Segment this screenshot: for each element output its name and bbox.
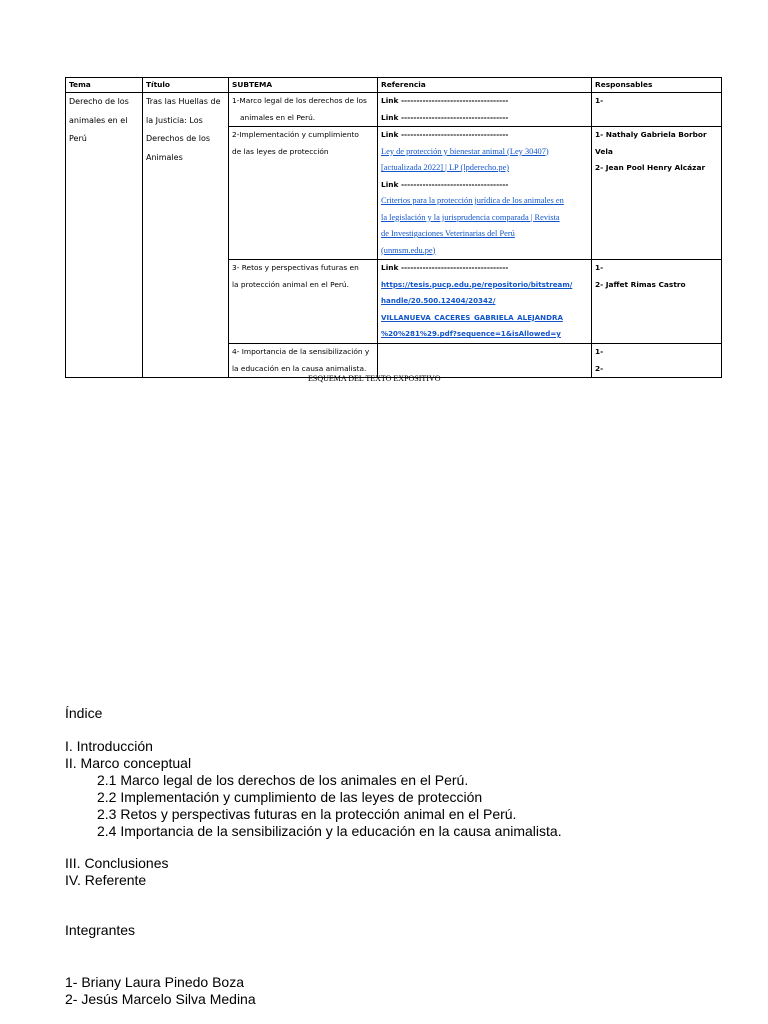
- subtema-line: 4- Importancia de la sensibilización y: [232, 347, 370, 356]
- referencia-cell: [378, 260, 592, 344]
- tema-line: animales en el: [69, 115, 128, 125]
- titulo-line: la Justicia: Los: [146, 115, 203, 125]
- index-item: I. Introducción: [65, 738, 153, 754]
- subtema-cell: [229, 127, 378, 260]
- reference-link[interactable]: Criterios para la protección jurídica de los animales en: [381, 196, 564, 205]
- reference-link[interactable]: https://tesis.pucp.edu.pe/repositorio/bitstream/: [381, 279, 573, 289]
- reference-link[interactable]: Ley de protección y bienestar animal (Ley 30407): [381, 146, 549, 156]
- index-item: II. Marco conceptual: [65, 755, 192, 771]
- tema-line: Derecho de los: [69, 97, 129, 106]
- subtema-line: la educación en la causa animalista.: [232, 363, 367, 373]
- members-title: Integrantes: [65, 922, 136, 938]
- reference-link[interactable]: (unmsm.edu.pe): [381, 245, 436, 255]
- index-subitem: 2.2 Implementación y cumplimiento de las leyes de protección: [97, 789, 483, 805]
- index-item: IV. Referente: [65, 872, 147, 888]
- link-placeholder: Link -----------------------------------: [381, 112, 509, 122]
- index-title: Índice: [65, 705, 103, 721]
- responsables-cell: [592, 127, 722, 260]
- reference-link[interactable]: %20%281%29.pdf?sequence=1&isAllowed=y: [381, 329, 561, 338]
- responsable-line: 1-: [595, 263, 604, 272]
- link-placeholder: Link -----------------------------------: [381, 130, 509, 139]
- header-referencia: Referencia: [378, 78, 592, 93]
- header-responsables: Responsables: [592, 78, 722, 93]
- members-list: [65, 974, 256, 1008]
- responsable-line: 1-: [595, 96, 604, 105]
- table-row: [66, 93, 722, 127]
- subtema-cell: [229, 93, 378, 127]
- subtema-line: 2-Implementación y cumplimiento: [232, 130, 359, 139]
- reference-link[interactable]: la legislación y la jurisprudencia comparada | Revista: [381, 212, 560, 222]
- subtema-line: la protección animal en el Perú.: [232, 279, 349, 289]
- table-caption: ESQUEMA DEL TEXTO EXPOSITIVO: [308, 374, 441, 383]
- schema-table: [65, 77, 722, 378]
- index-list: [65, 738, 562, 889]
- referencia-cell: [378, 127, 592, 260]
- titulo-line: Animales: [146, 152, 183, 162]
- responsable-line: 2- Jean Pool Henry Alcázar: [595, 163, 706, 172]
- index-subitem: 2.1 Marco legal de los derechos de los animales en el Perú.: [97, 772, 469, 788]
- member-item: 2- Jesús Marcelo Silva Medina: [65, 991, 256, 1007]
- link-placeholder: Link -----------------------------------: [381, 263, 509, 272]
- header-titulo: Título: [143, 78, 229, 93]
- link-placeholder: Link -----------------------------------: [381, 179, 509, 189]
- tema-cell: [66, 93, 143, 378]
- subtema-line: 1-Marco legal de los derechos de los: [232, 96, 367, 105]
- member-item: 1- Briany Laura Pinedo Boza: [65, 974, 244, 990]
- referencia-cell: [378, 93, 592, 127]
- titulo-line: Tras las Huellas de: [146, 97, 221, 106]
- index-subitem: 2.3 Retos y perspectivas futuras en la protección animal en el Perú.: [97, 806, 517, 822]
- reference-link[interactable]: handle/20.500.12404/20342/: [381, 296, 496, 305]
- reference-link[interactable]: [actualizada 2022] | LP (lpderecho.pe): [381, 163, 510, 172]
- subtema-line: 3- Retos y perspectivas futuras en: [232, 263, 359, 272]
- link-placeholder: Link -----------------------------------: [381, 96, 509, 105]
- responsable-line: 1-: [595, 347, 604, 356]
- header-subtema: SUBTEMA: [229, 78, 378, 93]
- responsable-line: 1- Nathaly Gabriela Borbor Vela: [595, 130, 707, 156]
- responsables-cell: [592, 93, 722, 127]
- header-tema: Tema: [66, 78, 143, 93]
- tema-line: Perú: [69, 134, 87, 144]
- subtema-cell: [229, 260, 378, 344]
- responsables-cell: [592, 344, 722, 378]
- subtema-cell: [229, 344, 378, 378]
- reference-link[interactable]: de Investigaciones Veterinarias del Perú: [381, 229, 515, 238]
- subtema-line: animales en el Perú.: [240, 112, 316, 122]
- table-header-row: [66, 78, 722, 93]
- titulo-cell: [143, 93, 229, 378]
- subtema-line: de las leyes de protección: [232, 146, 329, 156]
- responsable-line: 2-: [595, 363, 604, 373]
- responsable-line: 2- Jaffet Rimas Castro: [595, 279, 686, 289]
- responsables-cell: [592, 260, 722, 344]
- index-item: III. Conclusiones: [65, 855, 169, 871]
- reference-link[interactable]: VILLANUEVA_CACERES_GABRIELA_ALEJANDRA: [381, 312, 563, 322]
- index-subitem: 2.4 Importancia de la sensibilización y la educación en la causa animalista.: [97, 823, 562, 839]
- referencia-cell: [378, 344, 592, 378]
- titulo-line: Derechos de los: [146, 134, 211, 144]
